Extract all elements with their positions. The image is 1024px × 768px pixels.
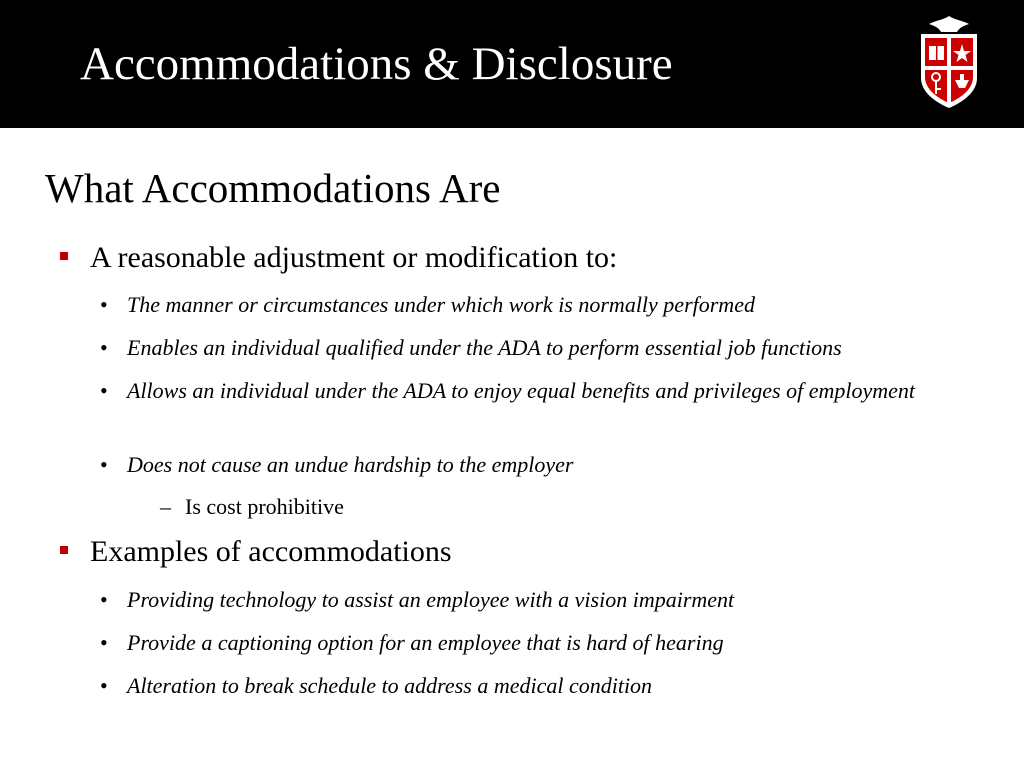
sub-list-item-text: Does not cause an undue hardship to the employer xyxy=(127,452,574,477)
square-bullet-icon xyxy=(60,546,68,554)
sub-list-item-text: Enables an individual qualified under the ADA to perform essential job functions xyxy=(127,335,842,360)
sub-list-item-text: Alteration to break schedule to address a medical condition xyxy=(127,673,653,698)
sub-list-item-text: Provide a captioning option for an employee that is hard of hearing xyxy=(127,630,724,655)
dash-bullet-icon: – xyxy=(160,494,171,519)
bullet-dot-icon: • xyxy=(100,292,108,317)
sub-list-item-text: Allows an individual under the ADA to enjoy equal benefits and privileges of employment xyxy=(127,378,916,403)
bullet-dot-icon: • xyxy=(100,452,108,477)
sub-sub-list-item-text: Is cost prohibitive xyxy=(185,494,344,519)
bullet-dot-icon: • xyxy=(100,587,108,612)
bullet-dot-icon: • xyxy=(100,673,108,698)
bullet-dot-icon: • xyxy=(100,630,108,655)
section-subtitle: What Accommodations Are xyxy=(45,165,501,211)
university-shield-logo-icon xyxy=(915,14,983,110)
bullet-dot-icon: • xyxy=(100,335,108,360)
list-item-text: Examples of accommodations xyxy=(90,535,452,568)
square-bullet-icon xyxy=(60,252,68,260)
sub-list-item-text: The manner or circumstances under which work is normally performed xyxy=(127,292,755,317)
list-item-text: A reasonable adjustment or modification to: xyxy=(90,241,618,274)
slide-title: Accommodations & Disclosure xyxy=(80,38,673,90)
bullet-dot-icon: • xyxy=(100,378,108,403)
header-band xyxy=(0,0,1024,128)
sub-list-item-text: Providing technology to assist an employee with a vision impairment xyxy=(127,587,735,612)
